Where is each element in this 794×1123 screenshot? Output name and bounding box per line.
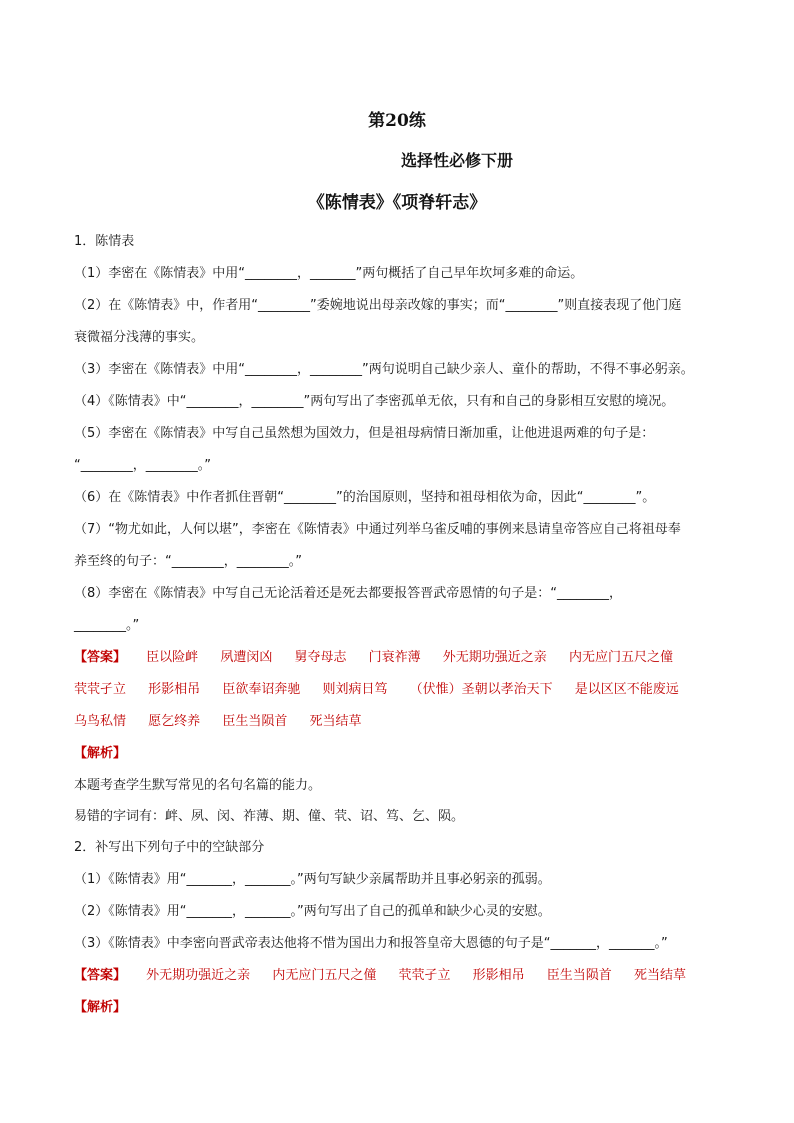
question-2-line-1: （2）在《陈情表》中，作者用“________”委婉地说出母亲改嫁的事实；而“________”则直接表现了他门庭 [74,298,682,313]
answer-item: 门衰祚薄 [368,650,421,665]
question-7-line-1: （7）“物尤如此，人何以堪”，李密在《陈情表》中通过列举乌雀反哺的事例来恳请皇帝答应自己将祖母奉 [74,522,681,537]
answer-label: 【答案】 [74,968,127,983]
analysis-label: 【解析】 [74,1000,127,1015]
answer-item: 内无应门五尺之僮 [568,650,673,665]
answer-row-2 [74,674,734,706]
answer-item: 茕茕孑立 [74,682,127,697]
answer-label: 【答案】 [74,650,127,665]
answer-item: 是以区区不能废远 [574,682,679,697]
question-3: （3）李密在《陈情表》中用“________，________”两句说明自己缺少亲人、童仆的帮助，不得不事必躬亲。 [74,362,694,377]
answer-item: （伏惟）圣朝以孝治天下 [409,682,553,697]
answer-item: 臣以险衅 [146,650,199,665]
text-titles: 《陈情表》《项脊轩志》 [307,193,487,213]
analysis-label: 【解析】 [74,746,127,761]
analysis-text-2: 易错的字词有：衅、夙、闵、祚薄、期、僮、茕、诏、笃、乞、陨。 [74,809,465,824]
answer-item: 臣欲奉诏奔驰 [222,682,301,697]
answer-item: 形影相吊 [472,968,525,983]
answer-row-s2 [74,960,734,992]
answer-item: 死当结草 [633,968,686,983]
question-8-line-2: ________。” [74,618,140,633]
answer-item: 外无期功强近之亲 [442,650,547,665]
practice-number: 第20练 [368,111,426,131]
question-5-line-2: “________，________。” [74,458,211,473]
section-heading: 1．陈情表 [74,234,135,249]
content [74,226,734,1024]
analysis-label-row-2 [74,992,734,1024]
question-5-line-1: （5）李密在《陈情表》中写自己虽然想为国效力，但是祖母病情日渐加重，让他进退两难的句子是： [74,426,655,441]
section-heading-2: 2．补写出下列句子中的空缺部分 [74,840,265,855]
answer-item: 臣生当陨首 [222,714,288,729]
question-4: （4）《陈情表》中“________，________”两句写出了李密孤单无依，只有和自己的身影相互安慰的境况。 [74,394,675,409]
answer-item: 臣生当陨首 [546,968,612,983]
analysis-text-1: 本题考查学生默写常见的名句名篇的能力。 [74,778,322,793]
question-6: （6）在《陈情表》中作者抓住晋朝“________”的治国原则，坚持和祖母相依为命，因此“________”。 [74,490,656,505]
answer-row-3 [74,706,734,738]
volume-title: 选择性必修下册 [400,151,513,170]
answer-item: 形影相吊 [148,682,201,697]
answer-item: 夙遭闵凶 [220,650,273,665]
answer-item: 乌鸟私情 [74,714,127,729]
analysis-label-row [74,738,734,770]
answer-item: 外无期功强近之亲 [146,968,251,983]
answer-item: 则刘病日笃 [322,682,388,697]
question-8-line-1: （8）李密在《陈情表》中写自己无论活着还是死去都要报答晋武帝恩情的句子是：“________， [74,586,623,601]
answer-item: 愿乞终养 [148,714,201,729]
answer-item: 舅夺母志 [294,650,347,665]
answer-item: 内无应门五尺之僮 [272,968,377,983]
answer-row-1 [74,642,734,674]
answer-item: 死当结草 [309,714,362,729]
question-2-line-2: 衰微福分浅薄的事实。 [74,330,205,345]
question-2-3: （3）《陈情表》中李密向晋武帝表达他将不惜为国出力和报答皇帝大恩德的句子是“_______，_______。” [74,936,668,951]
question-7-line-2: 养至终的句子：“________，________。” [74,554,302,569]
question-2-1: （1）《陈情表》用“_______，_______。”两句写缺少亲属帮助并且事必躬亲的孤弱。 [74,872,551,887]
question-1: （1）李密在《陈情表》中用“________，_______”两句概括了自己早年坎坷多难的命运。 [74,266,584,281]
question-2-2: （2）《陈情表》用“_______，_______。”两句写出了自己的孤单和缺少心灵的安慰。 [74,904,551,919]
answer-item: 茕茕孑立 [398,968,451,983]
